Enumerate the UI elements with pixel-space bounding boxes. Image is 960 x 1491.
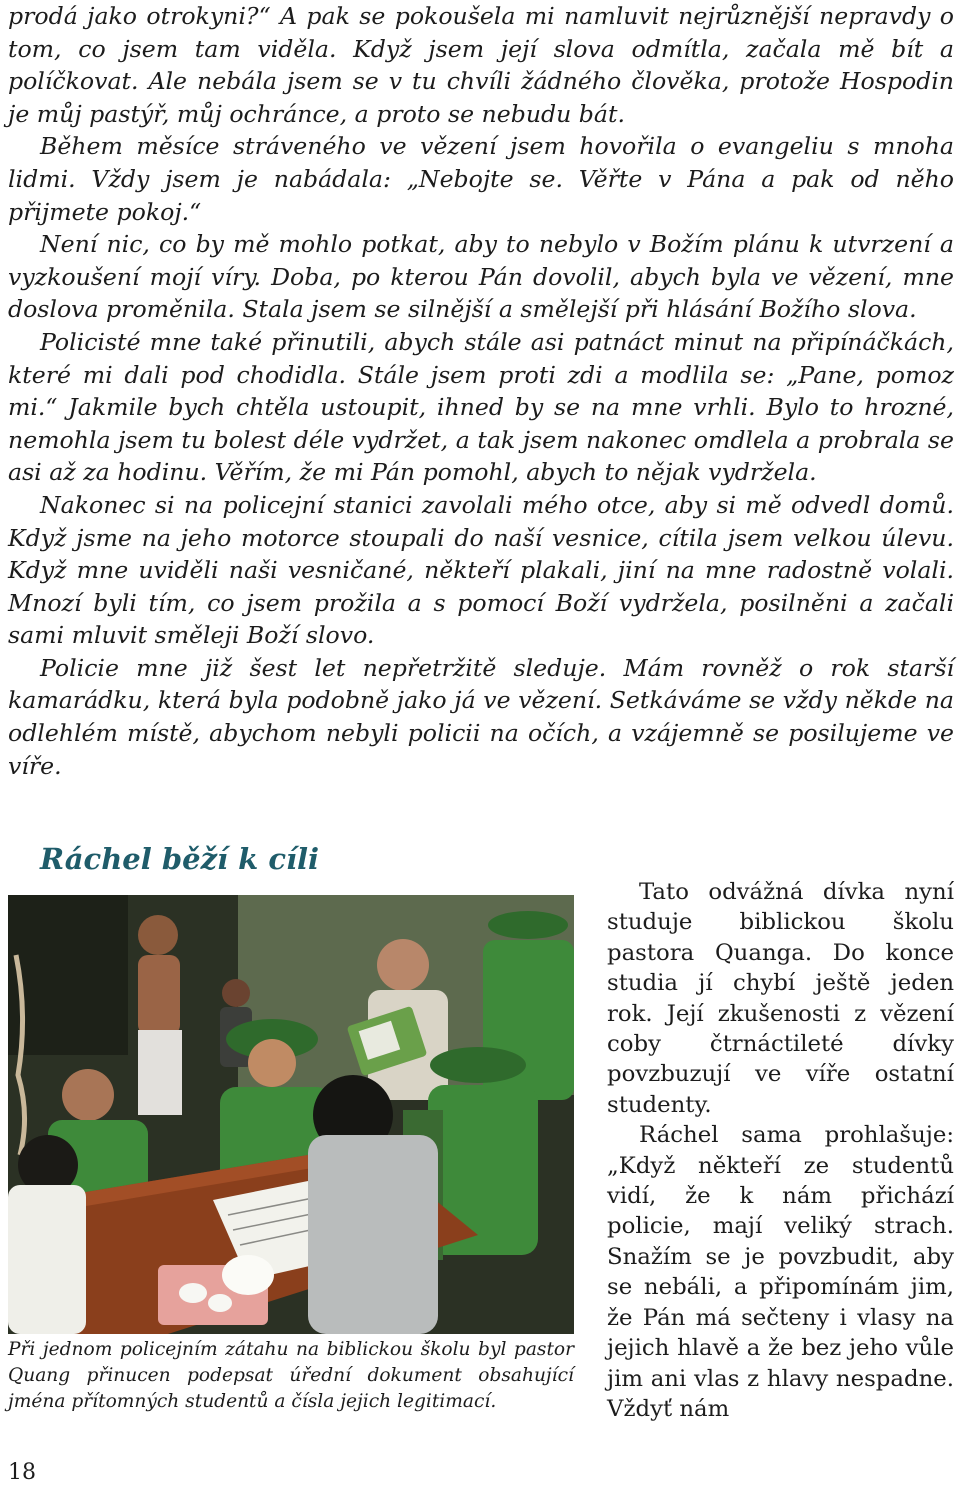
section-title: Ráchel běží k cíli	[40, 842, 320, 876]
main-paragraph-6: Policie mne již šest let nepřetržitě sleduje. Mám rovněž o rok starší kamarádku, která byla podobně jako já ve vězení. Setkáváme se vždy někde na odlehlém místě, abychom nebyli policii na očích, a vzájemně se posilujeme ve víře.	[8, 653, 954, 780]
main-paragraph-2: Během měsíce stráveného ve vězení jsem hovořila o evangeliu s mnoha lidmi. Vždy jsem je nabádala: „Nebojte se. Věřte v Pána a pak od něho přijmete pokoj.“	[8, 132, 954, 226]
photo-caption: Při jednom policejním zátahu na biblickou školu byl pastor Quang přinucen podepsat úřední dokument obsahující jména přítomných studentů a čísla jejich legitimací.	[8, 1339, 574, 1412]
side-text-column	[607, 877, 954, 1424]
main-paragraph-1: prodá jako otrokyni?“ A pak se pokoušela mi namluvit nejrůznější nepravdy o tom, co jsem tam viděla. Když jsem její slova odmítla, začala mě bít a políčkovat. Ale nebála jsem se v tu chvíli žádného člověka, protože Hospodin je můj pastýř, můj ochránce, a proto se nebudu bát.	[8, 2, 954, 128]
main-paragraph-5: Nakonec si na policejní stanici zavolali mého otce, aby si mě odvedl domů. Když jsme na jeho motorce stoupali do naší vesnice, cítila jsem velkou úlevu. Když mne uviděli naši vesničané, někteří plakali, jiní na mne radostně volali. Mnozí byli tím, co jsem prožila a s pomocí Boží vydržela, posilněni a začali sami mluvit směleji Boží slovo.	[8, 490, 954, 650]
side-paragraph-2: Ráchel sama prohlašuje: „Když někteří ze studentů vidí, že k nám přichází policie, mají veliký strach. Snažím se je povzbudit, aby se nebáli, a připomínám jim, že Pán má sečteny i vlasy na jejich hlavě a že bez jeho vůle jim ani vlas z hlavy nespadne. Vždyť nám	[607, 1122, 954, 1422]
side-paragraph-1: Tato odvážná dívka nyní studuje biblickou školu pastora Quanga. Do konce studia jí chybí ještě jeden rok. Její zkušenosti z vězení coby čtrnáctileté dívky povzbuzují ve víře ostatní studenty.	[607, 879, 954, 1118]
main-paragraph-3: Není nic, co by mě mohlo potkat, aby to nebylo v Božím plánu k utvrzení a vyzkoušení mojí víry. Doba, po kterou Pán dovolil, abych byla ve vězení, mne doslova proměnila. Stala jsem se silnější a smělejší při hlásání Božího slova.	[8, 230, 954, 324]
page-number: 18	[8, 1460, 36, 1485]
main-text-column	[8, 0, 954, 782]
main-paragraph-4: Policisté mne také přinutili, abych stále asi patnáct minut na připínáčkách, které mi dali pod chodidla. Stále jsem proti zdi a modlila se: „Pane, pomoz mi.“ Jakmile bych chtěla ustoupit, ihned by se na mne vrhli. Bylo to hrozné, nemohla jsem tu bolest déle vydržet, a tak jsem nakonec omdlela a probrala se asi až za hodinu. Věřím, že mi Pán pomohl, abych to nějak vydržela.	[8, 327, 954, 487]
police-raid-photo	[8, 895, 574, 1334]
